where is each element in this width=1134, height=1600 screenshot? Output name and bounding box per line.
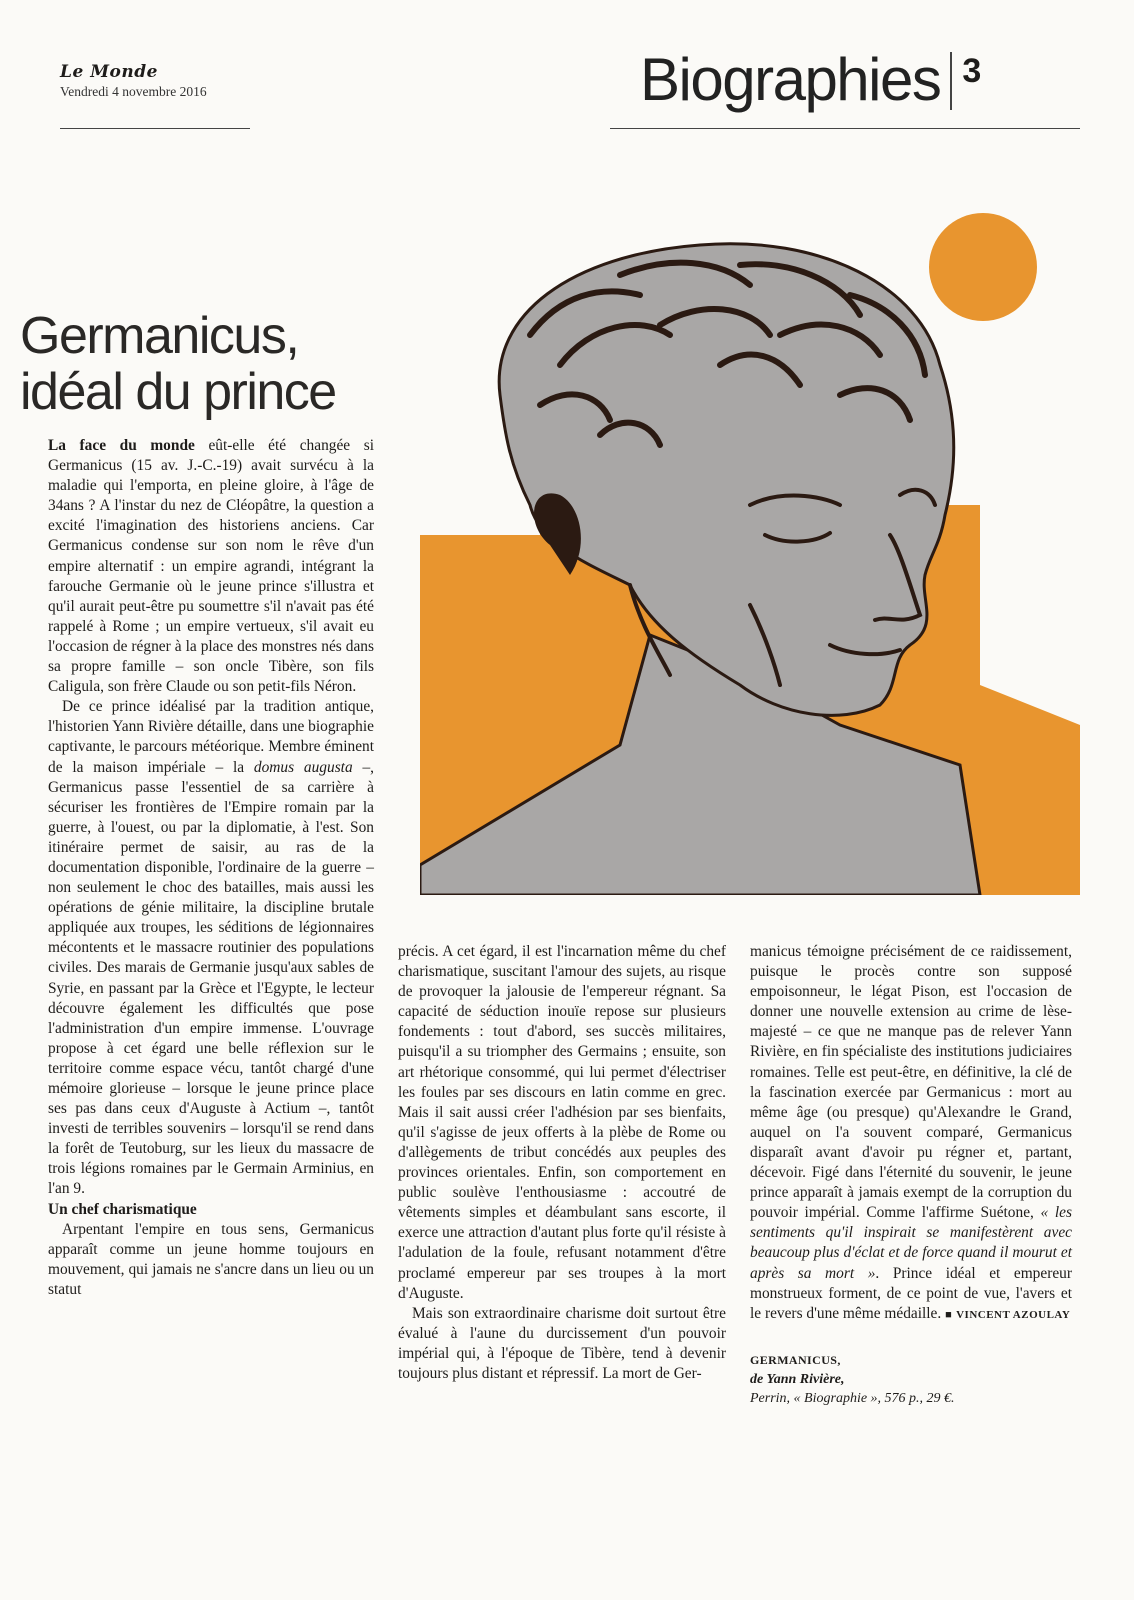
article-column-1 bbox=[48, 436, 374, 1300]
headline-line-2: idéal du prince bbox=[20, 363, 336, 421]
paragraph-4-start: Mais son extraordinaire charisme doit surtout être évalué à l'aune du durcissement d'un pouvoir impérial qui, à l'époque de Tibère, tend à devenir toujours plus distant et répressif. La mort de Ger- bbox=[398, 1304, 726, 1382]
masthead bbox=[60, 62, 207, 100]
lead-in: La face du monde bbox=[48, 437, 195, 454]
article-headline bbox=[20, 308, 336, 420]
masthead-rule bbox=[60, 128, 250, 129]
domus-augusta-term: domus augusta bbox=[253, 758, 353, 776]
section-name: Biographies bbox=[640, 46, 941, 113]
author-signature: VINCENT AZOULAY bbox=[956, 1308, 1071, 1321]
paragraph-3-start: Arpentant l'empire en tous sens, Germanicus apparaît comme un jeune homme toujours en mouvement, qui jamais ne s'ancre dans un lieu ou un statut bbox=[48, 1220, 374, 1298]
section-rule bbox=[610, 128, 1080, 129]
headline-line-1: Germanicus, bbox=[20, 307, 299, 365]
page-number: 3 bbox=[962, 52, 982, 90]
article-subhead: Un chef charismatique bbox=[48, 1200, 197, 1218]
section-header bbox=[640, 46, 982, 113]
issue-date: Vendredi 4 novembre 2016 bbox=[60, 84, 207, 99]
book-publisher: Perrin, « Biographie », 576 p., 29 €. bbox=[750, 1390, 955, 1406]
article-column-2 bbox=[398, 942, 726, 1384]
paragraph-2-text-b: –, Germanicus passe l'essentiel de sa carrière à sécuriser les frontières de l'Empire romain par la guerre, à l'ouest, ou par la diplomatie, à l'est. Son itinéraire permet de saisir, au ras de la documentation disponible, l'ordinaire de la guerre – non seulement le choc des batailles, mais aussi les opérations de génie militaire, la discipline brutale appliquée aux troupes, les séditions de légionnaires mécontents et le massacre routinier des populations civiles. Des marais de Germanie jusqu'aux sables de Syrie, en passant par la Grèce et l'Egypte, le lecteur découvre également les difficultés que pose l'administration d'un empire immense. L'ouvrage propose à cet égard une belle réflexion sur le territoire comme espace vécu, tantôt chargé d'une mémoire glorieuse – lorsque le jeune prince place ses pas dans ceux d'Auguste à Actium –, tantôt investi de terribles souvenirs – lorsqu'il se rend dans la forêt de Teutoburg, sur les lieux du massacre de trois légions romaines par le Germain Arminius, en l'an 9. bbox=[48, 758, 375, 1198]
paragraph-1 bbox=[48, 436, 374, 697]
signature-mark: ■ bbox=[945, 1308, 953, 1321]
book-title: GERMANICUS, bbox=[750, 1352, 841, 1367]
article-column-3 bbox=[750, 942, 1072, 1408]
book-reference bbox=[750, 1351, 1072, 1408]
book-author: de Yann Rivière, bbox=[750, 1371, 845, 1387]
paragraph-4-text-a: manicus témoigne précisément de ce raidissement, puisque le procès contre son supposé empoisonneur, le légat Pison, est l'occasion de donner une nouvelle extension au crime de lèse-majesté – ce que ne manque pas de relever Yann Rivière, en fin spécialiste des institutions judiciaires romaines. Telle est peut-être, en définitive, la clé de la fascination exercée par Germanicus : mort au même âge (ou presque) qu'Alexandre le Grand, auquel on l'a souvent comparé, Germanicus disparaît avant d'avoir pu régner et, partant, décevoir. Figé dans l'éternité du souvenir, le jeune prince apparaît à jamais exempt de la corruption du pouvoir impérial. Comme l'affirme Suétone, bbox=[750, 943, 1072, 1222]
paragraph-4-text-b: . Prince idéal et empereur monstrueux forment, de ce point de vue, l'avers et le revers d'une même médaille. bbox=[750, 1264, 1072, 1322]
section-divider bbox=[950, 52, 952, 110]
newspaper-name: Le Monde bbox=[60, 62, 158, 82]
paragraph-2-text-a: De ce prince idéalisé par la tradition antique, l'historien Yann Rivière détaille, dans une biographie captivante, le parcours météorique. Membre éminent de la maison impériale – la bbox=[48, 698, 374, 776]
paragraph-2 bbox=[48, 697, 374, 1199]
paragraph-1-text: eût-elle été changée si Germanicus (15 av. J.-C.-19) avait survécu à la maladie qui l'emporta, en pleine gloire, à l'âge de 34ans ? A l'instar du nez de Cléopâtre, la question a excité l'imagination des historiens anciens. Car Germanicus condense sur son nom le rêve d'un empire alternatif : un empire agrandi, intégrant la farouche Germanie où le jeune prince s'illustra et qu'il aurait peut-être pu soumettre s'il n'avait pas été rappelé à Rome ; un empire vertueux, s'il avait eu l'occasion de régner à la place des monstres nés dans sa propre famille – son oncle Tibère, son fils Caligula, son frère Claude ou son petit-fils Néron. bbox=[48, 437, 374, 696]
sun-circle bbox=[929, 213, 1037, 321]
paragraph-3-continued: précis. A cet égard, il est l'incarnation même du chef charismatique, suscitant l'amour des sujets, au risque de provoquer la jalousie de l'empereur régnant. Sa capacité de séduction inouïe repose sur plusieurs fondements : tout d'abord, ses succès militaires, puisqu'il a su triompher des Germains ; ensuite, son art rhétorique consommé, qui lui permet d'électriser les foules par ses discours en latin comme en grec. Mais il sait aussi créer l'adhésion par ses bienfaits, qu'il s'agisse de jeux offerts à la plèbe de Rome ou d'allègements de tribut concédés aux peuples des provinces orientales. Enfin, son comportement en public soulève l'enthousiasme : accoutré de vêtements simples et déambulant sans escorte, il exerce une attraction d'autant plus forte qu'il résiste à l'adulation de la foule, refusant notamment d'être proclamé empereur par ses troupes à la mort d'Auguste. bbox=[398, 943, 726, 1302]
germanicus-bust-illustration bbox=[420, 205, 1080, 895]
suetonius-quote: « les sentiments qu'il inspirait se manifestèrent avec beaucoup plus d'éclat et de force quand il mourut et après sa mort » bbox=[750, 1204, 1073, 1282]
paragraph-4-continued bbox=[750, 942, 1072, 1325]
